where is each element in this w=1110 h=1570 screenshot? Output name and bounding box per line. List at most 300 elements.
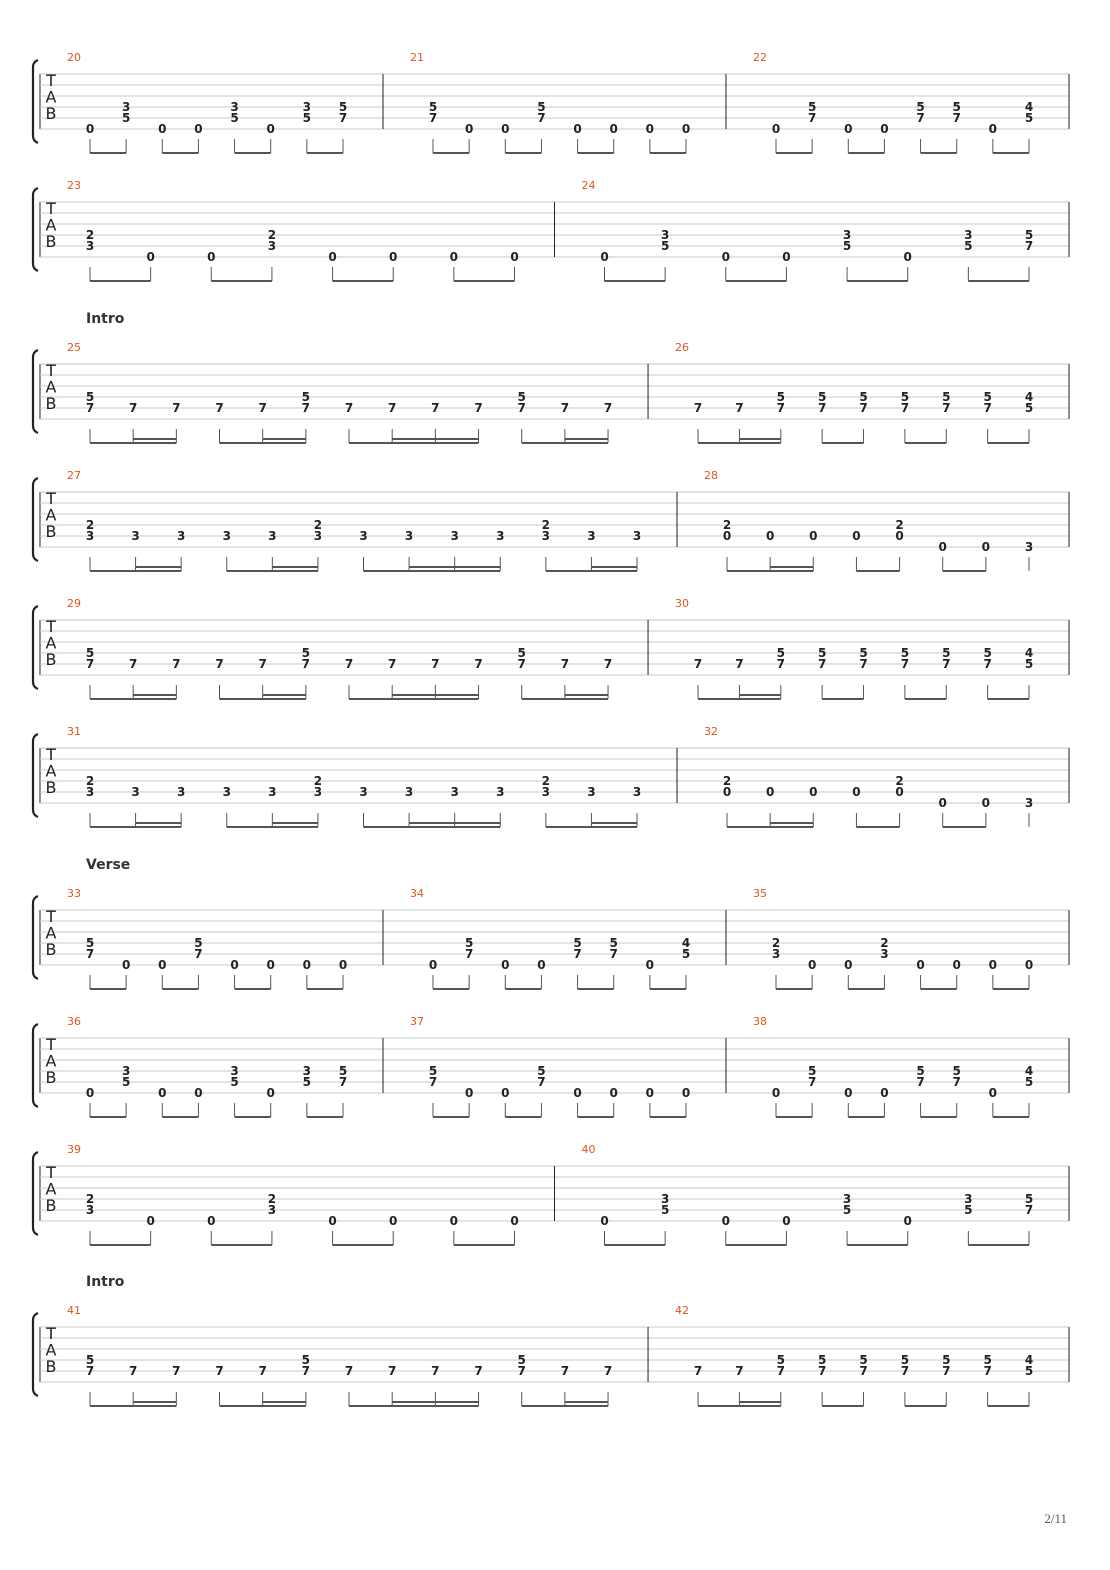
fret-number: 5 (983, 390, 992, 404)
fret-number: 0 (464, 1086, 474, 1100)
fret-number: 0 (266, 122, 275, 136)
fret-number: 7 (338, 1075, 348, 1089)
tab-clef-letter: A (45, 1179, 57, 1199)
fret-number: 5 (194, 936, 203, 950)
tab-clef-letter: B (45, 1068, 57, 1087)
fret-number: 5 (964, 239, 973, 253)
fret-number: 0 (573, 1086, 582, 1100)
fret-number: 3 (222, 529, 231, 543)
fret-number: 0 (510, 250, 519, 264)
fret-number: 0 (645, 122, 655, 136)
fret-number: 0 (449, 1214, 459, 1228)
fret-number: 4 (1024, 390, 1034, 404)
fret-number: 7 (85, 401, 95, 415)
fret-number: 2 (541, 774, 551, 788)
bar-number: 34 (410, 887, 424, 900)
fret-number: 3 (85, 1203, 95, 1217)
fret-number: 2 (85, 1192, 95, 1206)
fret-number: 0 (852, 529, 861, 543)
bar-number: 30 (675, 597, 690, 610)
fret-number: 5 (121, 1075, 131, 1089)
fret-number: 5 (900, 646, 910, 660)
fret-number: 7 (817, 401, 827, 415)
fret-number: 7 (983, 1364, 992, 1378)
fret-number: 7 (817, 1364, 827, 1378)
fret-number: 3 (632, 785, 642, 799)
fret-number: 7 (474, 401, 483, 415)
fret-number: 5 (983, 1353, 992, 1367)
fret-number: 7 (428, 1075, 438, 1089)
fret-number: 3 (404, 785, 414, 799)
fret-number: 7 (693, 657, 703, 671)
fret-number: 3 (771, 947, 781, 961)
fret-number: 5 (517, 390, 526, 404)
fret-number: 0 (266, 1086, 275, 1100)
fret-number: 7 (735, 401, 744, 415)
fret-number: 0 (573, 122, 582, 136)
fret-number: 7 (942, 657, 951, 671)
tab-clef-letter: A (45, 633, 57, 653)
fret-number: 3 (230, 1064, 239, 1078)
fret-number: 0 (609, 1086, 618, 1100)
fret-number: 4 (681, 936, 691, 950)
fret-number: 0 (722, 529, 732, 543)
fret-number: 3 (450, 785, 459, 799)
fret-number: 2 (85, 228, 95, 242)
fret-number: 5 (817, 646, 827, 660)
tab-clef-letter: A (45, 377, 57, 397)
fret-number: 7 (431, 1364, 440, 1378)
fret-number: 0 (880, 122, 889, 136)
fret-number: 5 (428, 100, 438, 114)
fret-number: 0 (903, 250, 912, 264)
bar-number: 28 (704, 469, 718, 482)
fret-number: 7 (817, 657, 827, 671)
fret-number: 3 (267, 1203, 277, 1217)
fret-number: 3 (131, 785, 140, 799)
fret-number: 0 (501, 958, 510, 972)
fret-number: 3 (267, 239, 277, 253)
fret-number: 7 (573, 947, 582, 961)
fret-number: 2 (85, 774, 95, 788)
bar-number: 25 (67, 341, 81, 354)
tab-clef-letter: B (45, 778, 57, 797)
fret-number: 0 (501, 1086, 510, 1100)
bar-number: 33 (67, 887, 81, 900)
fret-number: 5 (859, 1353, 868, 1367)
tab-clef-letter: T (46, 617, 56, 636)
fret-number: 3 (302, 100, 312, 114)
fret-number: 5 (807, 1064, 817, 1078)
fret-number: 7 (431, 657, 440, 671)
fret-number: 7 (900, 401, 910, 415)
fret-number: 0 (952, 958, 961, 972)
tab-clef-letter: A (45, 761, 57, 781)
fret-number: 0 (844, 958, 853, 972)
bar-number: 38 (753, 1015, 767, 1028)
fret-number: 3 (359, 785, 368, 799)
fret-number: 7 (474, 1364, 483, 1378)
fret-number: 0 (645, 1086, 655, 1100)
fret-number: 7 (172, 657, 181, 671)
bar-number: 27 (67, 469, 81, 482)
fret-number: 7 (301, 1364, 311, 1378)
fret-number: 7 (464, 947, 474, 961)
tab-clef-letter: B (45, 940, 57, 959)
fret-number: 0 (158, 958, 167, 972)
fret-number: 7 (859, 1364, 868, 1378)
fret-number: 3 (222, 785, 231, 799)
fret-number: 0 (807, 958, 817, 972)
bar-number: 29 (67, 597, 81, 610)
fret-number: 7 (215, 401, 224, 415)
fret-number: 7 (172, 1364, 181, 1378)
fret-number: 7 (942, 1364, 951, 1378)
fret-number: 0 (721, 1214, 730, 1228)
bar-number: 40 (581, 1143, 596, 1156)
fret-number: 5 (942, 390, 951, 404)
fret-number: 5 (301, 1353, 311, 1367)
fret-number: 3 (587, 785, 596, 799)
tab-clef-letter: T (46, 71, 56, 90)
fret-number: 0 (809, 529, 818, 543)
fret-number: 0 (207, 250, 216, 264)
bar-number: 37 (410, 1015, 424, 1028)
fret-number: 0 (338, 958, 348, 972)
tab-clef-letter: B (45, 232, 57, 251)
fret-number: 7 (900, 657, 910, 671)
section-label: Intro (86, 1274, 125, 1290)
fret-number: 5 (964, 1203, 973, 1217)
fret-number: 5 (338, 1064, 348, 1078)
fret-number: 0 (645, 958, 655, 972)
fret-number: 7 (258, 657, 267, 671)
fret-number: 0 (681, 122, 691, 136)
fret-number: 5 (900, 1353, 910, 1367)
staff-bracket (33, 1152, 38, 1235)
bar-number: 41 (67, 1304, 81, 1317)
tab-clef-letter: T (46, 907, 56, 926)
fret-number: 4 (1024, 646, 1034, 660)
tab-clef-letter: T (46, 1324, 56, 1343)
staff-bracket (33, 478, 38, 561)
fret-number: 5 (302, 1075, 312, 1089)
fret-number: 3 (964, 1192, 973, 1206)
tab-clef-letter: A (45, 87, 57, 107)
fret-number: 0 (981, 796, 991, 810)
fret-number: 3 (541, 785, 551, 799)
fret-number: 0 (194, 1086, 203, 1100)
fret-number: 7 (776, 401, 785, 415)
bar-number: 32 (704, 725, 718, 738)
fret-number: 7 (344, 401, 354, 415)
fret-number: 0 (844, 122, 853, 136)
fret-number: 3 (964, 228, 973, 242)
fret-number: 5 (942, 646, 951, 660)
fret-number: 7 (344, 657, 354, 671)
fret-number: 7 (693, 401, 703, 415)
fret-number: 5 (121, 111, 131, 125)
fret-number: 5 (537, 1064, 546, 1078)
fret-number: 5 (776, 1353, 785, 1367)
fret-number: 7 (172, 401, 181, 415)
fret-number: 7 (609, 947, 618, 961)
bar-number: 26 (675, 341, 690, 354)
fret-number: 7 (735, 1364, 744, 1378)
fret-number: 0 (328, 250, 337, 264)
fret-number: 2 (541, 518, 551, 532)
fret-number: 2 (85, 518, 95, 532)
fret-number: 0 (765, 529, 775, 543)
fret-number: 7 (603, 1364, 613, 1378)
fret-number: 7 (693, 1364, 703, 1378)
fret-number: 0 (121, 958, 131, 972)
fret-number: 3 (313, 529, 323, 543)
fret-number: 3 (176, 785, 186, 799)
fret-number: 5 (301, 390, 311, 404)
fret-number: 5 (609, 936, 618, 950)
fret-number: 7 (560, 657, 570, 671)
fret-number: 0 (1024, 958, 1034, 972)
fret-number: 7 (215, 657, 224, 671)
staff-bracket (33, 188, 38, 271)
fret-number: 5 (776, 646, 785, 660)
fret-number: 5 (1024, 401, 1034, 415)
fret-number: 2 (267, 228, 277, 242)
fret-number: 5 (1024, 1364, 1034, 1378)
fret-number: 7 (517, 657, 526, 671)
fret-number: 3 (85, 785, 95, 799)
bar-number: 24 (581, 179, 596, 192)
fret-number: 7 (428, 111, 438, 125)
fret-number: 5 (464, 936, 474, 950)
fret-number: 0 (809, 785, 818, 799)
tab-clef-letter: T (46, 1163, 56, 1182)
fret-number: 7 (560, 401, 570, 415)
fret-number: 2 (880, 936, 889, 950)
fret-number: 0 (895, 785, 904, 799)
fret-number: 0 (938, 540, 947, 554)
tab-clef-letter: A (45, 1340, 57, 1360)
fret-number: 2 (771, 936, 781, 950)
fret-number: 3 (880, 947, 889, 961)
fret-number: 3 (496, 785, 505, 799)
fret-number: 2 (722, 518, 732, 532)
fret-number: 3 (404, 529, 414, 543)
fret-number: 7 (776, 1364, 785, 1378)
fret-number: 3 (121, 1064, 131, 1078)
fret-number: 0 (464, 122, 474, 136)
fret-number: 5 (660, 239, 670, 253)
staff-bracket (33, 350, 38, 433)
tab-clef-letter: A (45, 215, 57, 235)
bar-number: 21 (410, 51, 424, 64)
fret-number: 7 (215, 1364, 224, 1378)
fret-number: 5 (952, 1064, 961, 1078)
fret-number: 5 (859, 646, 868, 660)
fret-number: 0 (721, 250, 730, 264)
fret-number: 3 (660, 1192, 670, 1206)
staff-bracket (33, 734, 38, 817)
fret-number: 5 (842, 239, 852, 253)
fret-number: 5 (85, 936, 95, 950)
fret-number: 7 (301, 657, 311, 671)
fret-number: 0 (389, 250, 398, 264)
fret-number: 7 (983, 657, 992, 671)
fret-number: 0 (537, 958, 546, 972)
fret-number: 5 (428, 1064, 438, 1078)
tab-clef-letter: B (45, 104, 57, 123)
fret-number: 0 (328, 1214, 337, 1228)
staff-bracket (33, 1024, 38, 1107)
tab-clef-letter: T (46, 1035, 56, 1054)
fret-number: 3 (1024, 796, 1034, 810)
fret-number: 7 (952, 1075, 961, 1089)
fret-number: 5 (338, 100, 348, 114)
fret-number: 7 (900, 1364, 910, 1378)
tab-clef-letter: B (45, 650, 57, 669)
fret-number: 7 (952, 111, 961, 125)
fret-number: 3 (313, 785, 323, 799)
fret-number: 7 (807, 1075, 817, 1089)
fret-number: 0 (765, 785, 775, 799)
fret-number: 5 (817, 1353, 827, 1367)
fret-number: 7 (537, 111, 546, 125)
fret-number: 0 (600, 1214, 609, 1228)
tab-clef-letter: B (45, 522, 57, 541)
fret-number: 0 (146, 250, 155, 264)
fret-number: 5 (776, 390, 785, 404)
fret-number: 7 (301, 401, 311, 415)
fret-number: 7 (517, 1364, 526, 1378)
fret-number: 5 (85, 646, 95, 660)
fret-number: 5 (900, 390, 910, 404)
fret-number: 3 (842, 1192, 852, 1206)
fret-number: 0 (449, 250, 459, 264)
fret-number: 0 (988, 122, 998, 136)
fret-number: 3 (632, 529, 642, 543)
fret-number: 0 (782, 250, 791, 264)
tab-clef-letter: T (46, 489, 56, 508)
fret-number: 3 (842, 228, 852, 242)
fret-number: 3 (302, 1064, 312, 1078)
staff-bracket (33, 60, 38, 143)
fret-number: 7 (807, 111, 817, 125)
fret-number: 0 (158, 1086, 167, 1100)
fret-number: 2 (895, 518, 904, 532)
bar-number: 39 (67, 1143, 81, 1156)
fret-number: 5 (230, 111, 239, 125)
fret-number: 3 (268, 785, 277, 799)
fret-number: 0 (158, 122, 167, 136)
fret-number: 0 (146, 1214, 155, 1228)
fret-number: 0 (207, 1214, 216, 1228)
fret-number: 7 (603, 657, 613, 671)
fret-number: 3 (85, 529, 95, 543)
fret-number: 0 (916, 958, 925, 972)
fret-number: 0 (230, 958, 239, 972)
fret-number: 7 (942, 401, 951, 415)
fret-number: 7 (916, 111, 925, 125)
fret-number: 3 (1024, 540, 1034, 554)
fret-number: 5 (942, 1353, 951, 1367)
fret-number: 0 (938, 796, 947, 810)
fret-number: 7 (859, 401, 868, 415)
fret-number: 0 (771, 1086, 781, 1100)
fret-number: 0 (903, 1214, 912, 1228)
fret-number: 3 (85, 239, 95, 253)
fret-number: 2 (313, 518, 323, 532)
fret-number: 3 (268, 529, 277, 543)
fret-number: 0 (609, 122, 618, 136)
fret-number: 5 (952, 100, 961, 114)
fret-number: 4 (1024, 1064, 1034, 1078)
fret-number: 7 (603, 401, 613, 415)
fret-number: 5 (517, 1353, 526, 1367)
tab-clef-letter: T (46, 199, 56, 218)
fret-number: 0 (194, 122, 203, 136)
fret-number: 5 (230, 1075, 239, 1089)
fret-number: 5 (1024, 1075, 1034, 1089)
fret-number: 0 (895, 529, 904, 543)
fret-number: 3 (496, 529, 505, 543)
fret-number: 5 (302, 111, 312, 125)
fret-number: 3 (541, 529, 551, 543)
fret-number: 5 (85, 390, 95, 404)
tab-clef-letter: T (46, 361, 56, 380)
fret-number: 7 (916, 1075, 925, 1089)
fret-number: 5 (1024, 111, 1034, 125)
fret-number: 7 (388, 657, 397, 671)
fret-number: 7 (776, 657, 785, 671)
fret-number: 5 (517, 646, 526, 660)
fret-number: 7 (560, 1364, 570, 1378)
fret-number: 7 (128, 657, 138, 671)
fret-number: 0 (85, 122, 95, 136)
bar-number: 35 (753, 887, 767, 900)
fret-number: 2 (267, 1192, 277, 1206)
section-label: Verse (86, 857, 131, 873)
page-number: 2/11 (1044, 1511, 1067, 1526)
fret-number: 0 (988, 1086, 998, 1100)
fret-number: 3 (450, 529, 459, 543)
fret-number: 0 (428, 958, 438, 972)
section-label: Intro (86, 311, 125, 327)
fret-number: 7 (388, 1364, 397, 1378)
fret-number: 3 (359, 529, 368, 543)
fret-number: 7 (344, 1364, 354, 1378)
fret-number: 7 (1024, 239, 1034, 253)
bar-number: 23 (67, 179, 81, 192)
fret-number: 7 (194, 947, 203, 961)
fret-number: 0 (844, 1086, 853, 1100)
fret-number: 7 (128, 1364, 138, 1378)
fret-number: 2 (313, 774, 323, 788)
fret-number: 0 (85, 1086, 95, 1100)
fret-number: 0 (266, 958, 275, 972)
tab-clef-letter: B (45, 1196, 57, 1215)
fret-number: 7 (128, 401, 138, 415)
fret-number: 0 (852, 785, 861, 799)
fret-number: 0 (510, 1214, 519, 1228)
fret-number: 7 (431, 401, 440, 415)
staff-bracket (33, 1313, 38, 1396)
fret-number: 0 (782, 1214, 791, 1228)
fret-number: 0 (501, 122, 510, 136)
fret-number: 7 (85, 947, 95, 961)
bar-number: 31 (67, 725, 81, 738)
tab-clef-letter: B (45, 394, 57, 413)
